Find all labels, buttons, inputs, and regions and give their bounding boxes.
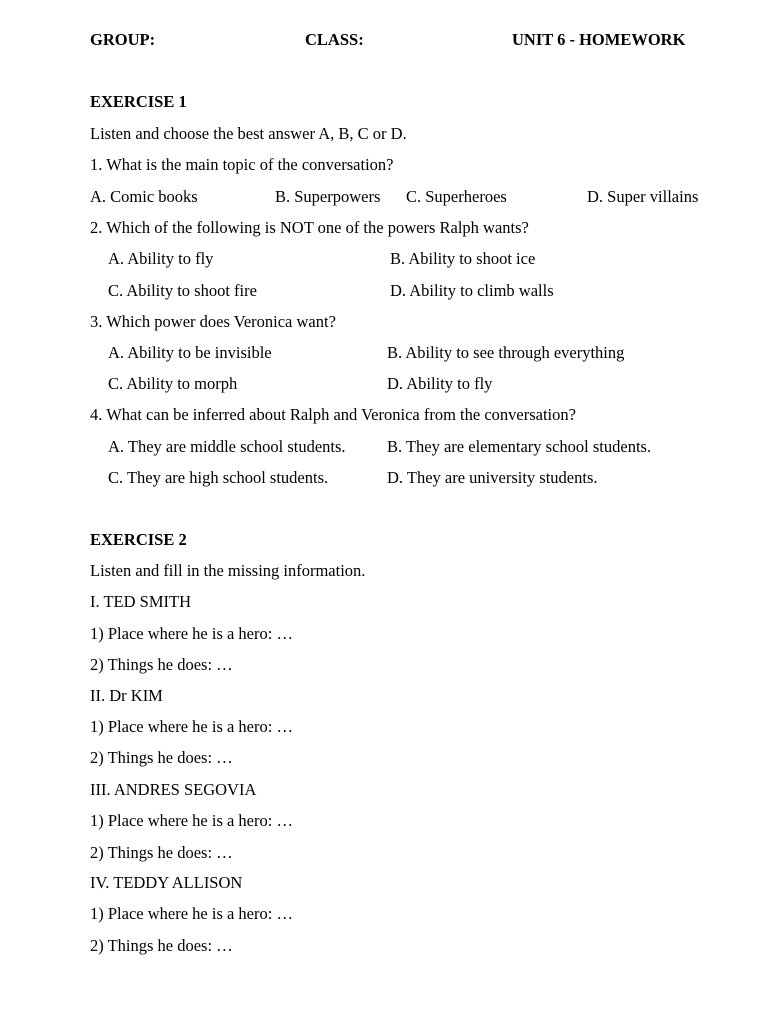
section-1-place: 1) Place where he is a hero: … [90,624,293,643]
exercise1-instruction: Listen and choose the best answer A, B, C or D. [90,124,407,143]
section-1-name: I. TED SMITH [90,592,191,611]
question-1: 1. What is the main topic of the conversation? [90,155,394,174]
q3-option-b: B. Ability to see through everything [387,343,625,362]
section-2-name: II. Dr KIM [90,686,163,705]
question-2: 2. Which of the following is NOT one of the powers Ralph wants? [90,218,529,237]
q4-option-b: B. They are elementary school students. [387,437,652,456]
section-3-place: 1) Place where he is a hero: … [90,811,293,830]
q2-option-d: D. Ability to climb walls [390,281,554,300]
unit-title: UNIT 6 - HOMEWORK [512,30,686,49]
section-4-place: 1) Place where he is a hero: … [90,904,293,923]
section-4-name: IV. TEDDY ALLISON [90,873,243,892]
group-label: GROUP: [90,30,156,49]
section-2-things: 2) Things he does: … [90,748,233,767]
section-3-name: III. ANDRES SEGOVIA [90,780,257,799]
exercise2-title: EXERCISE 2 [90,530,187,549]
exercise2-instruction: Listen and fill in the missing information. [90,561,366,580]
q4-option-a: A. They are middle school students. [108,437,346,456]
section-3-things: 2) Things he does: … [90,843,233,862]
class-label: CLASS: [305,30,364,49]
q4-option-d: D. They are university students. [387,468,598,487]
q1-option-a: A. Comic books [90,187,198,206]
q2-option-a: A. Ability to fly [108,249,214,268]
q1-option-c: C. Superheroes [406,187,507,206]
q3-option-c: C. Ability to morph [108,374,238,393]
question-4: 4. What can be inferred about Ralph and Veronica from the conversation? [90,405,576,424]
q4-option-c: C. They are high school students. [108,468,329,487]
section-1-things: 2) Things he does: … [90,655,233,674]
q1-option-d: D. Super villains [587,187,699,206]
q3-option-a: A. Ability to be invisible [108,343,272,362]
section-4-things: 2) Things he does: … [90,936,233,955]
q2-option-c: C. Ability to shoot fire [108,281,257,300]
exercise1-title: EXERCISE 1 [90,92,187,111]
q2-option-b: B. Ability to shoot ice [390,249,536,268]
question-3: 3. Which power does Veronica want? [90,312,336,331]
q1-option-b: B. Superpowers [275,187,381,206]
section-2-place: 1) Place where he is a hero: … [90,717,293,736]
q3-option-d: D. Ability to fly [387,374,493,393]
